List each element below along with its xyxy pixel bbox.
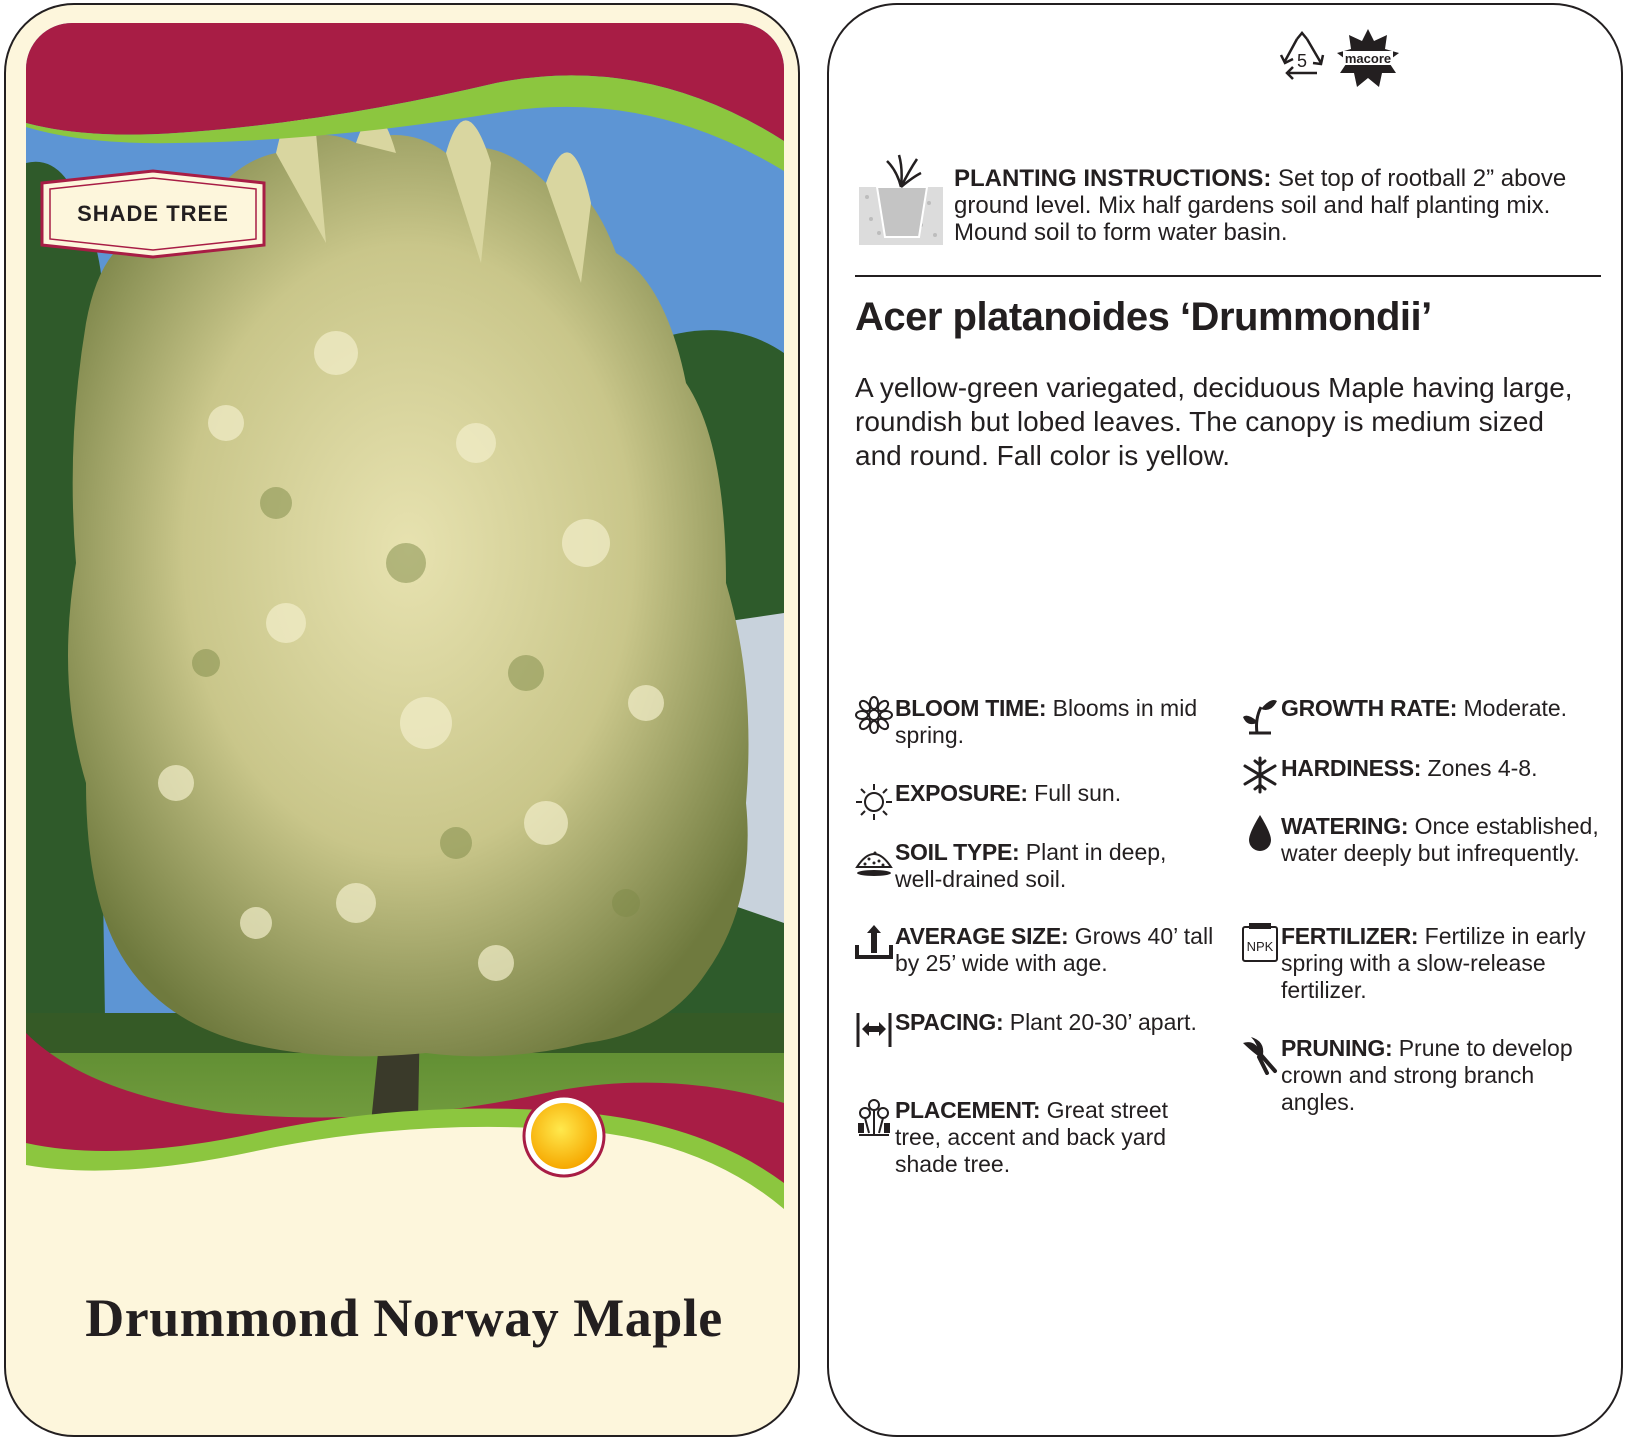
back-card [827, 3, 1623, 1437]
size-icon [855, 923, 893, 963]
soil-icon [855, 839, 893, 879]
attr-soil-type: SOIL TYPE: Plant in deep, well-drained soil. [855, 839, 1215, 893]
macore-label: macore [1344, 51, 1392, 66]
placement-icon [855, 1097, 893, 1137]
npk-icon [1241, 923, 1279, 963]
attr-growth-rate: GROWTH RATE: Moderate. [1241, 695, 1601, 722]
botanical-name: Acer platanoides ‘Drummondii’ [855, 295, 1432, 339]
planting-instructions [859, 153, 1599, 253]
attr-bloom-time: BLOOM TIME: Blooms in mid spring. [855, 695, 1215, 749]
full-sun-icon [521, 1093, 607, 1179]
attr-watering: WATERING: Once established, water deeply but infrequently. [1241, 813, 1601, 867]
npk-label: NPK [1246, 939, 1274, 954]
spacing-icon [855, 1009, 893, 1049]
sun-icon [855, 780, 893, 820]
attr-exposure: EXPOSURE: Full sun. [855, 780, 1215, 807]
category-label: SHADE TREE [77, 201, 229, 226]
pot-icon [859, 153, 943, 249]
attr-placement: PLACEMENT: Great street tree, accent and back yard shade tree. [855, 1097, 1215, 1178]
attr-spacing: SPACING: Plant 20-30’ apart. [855, 1009, 1215, 1036]
pruners-icon [1241, 1035, 1279, 1075]
macore-icon [1333, 27, 1403, 91]
snowflake-icon [1241, 755, 1279, 795]
flower-icon [855, 695, 893, 735]
attr-hardiness: HARDINESS: Zones 4-8. [1241, 755, 1601, 782]
planting-label: PLANTING INSTRUCTIONS: [954, 165, 1272, 192]
category-badge [40, 169, 266, 259]
attr-fertilizer: NPK FERTILIZER: Fertilize in early spring with a slow-release fertilizer. [1241, 923, 1601, 1004]
recycle-number: 5 [1296, 51, 1308, 71]
front-card [4, 3, 800, 1437]
planting-text: Set top of rootball 2” above ground level. Mix half gardens soil and half planting mix. Mound soil to form water basin. [954, 165, 1567, 246]
attr-average-size: AVERAGE SIZE: Grows 40’ tall by 25’ wide with age. [855, 923, 1215, 977]
common-name: Drummond Norway Maple [85, 1288, 723, 1348]
attr-pruning: PRUNING: Prune to develop crown and strong branch angles. [1241, 1035, 1601, 1116]
water-drop-icon [1241, 813, 1279, 853]
growth-icon [1241, 695, 1279, 735]
plant-description: A yellow-green variegated, deciduous Maple having large, roundish but lobed leaves. The canopy is medium sized and round. Fall color is yellow. [855, 372, 1573, 471]
divider [855, 275, 1601, 277]
